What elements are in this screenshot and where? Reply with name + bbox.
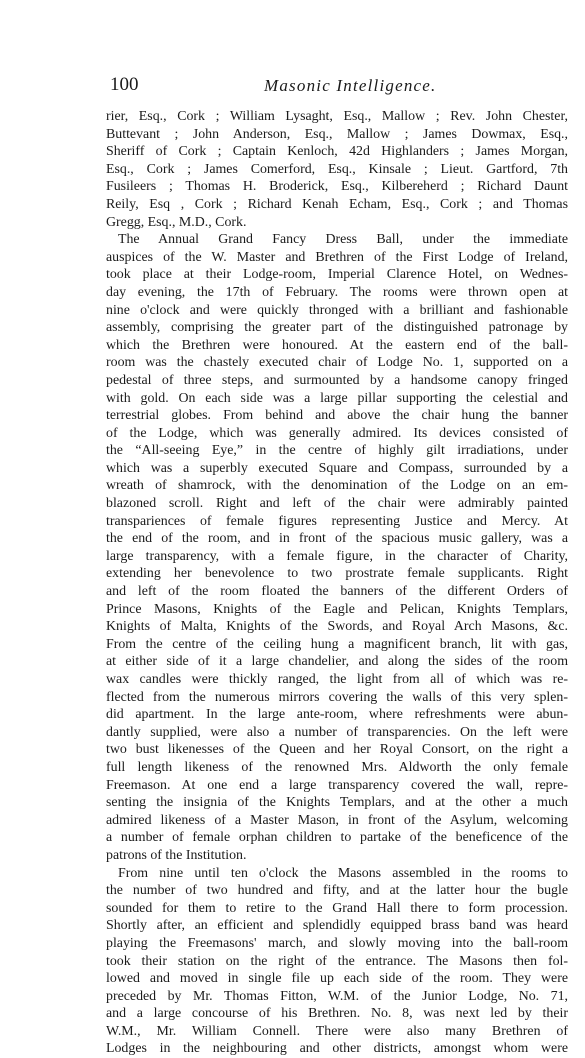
text-line: Prince Masons, Knights of the Eagle and Pelican, Knights Templars, xyxy=(106,601,568,617)
text-line: terrestrial globes. From behind and above the chair hung the banner xyxy=(106,408,568,424)
text-line: Shortly after, an efficient and splendidly equipped brass band was heard xyxy=(106,918,568,934)
text-line: playing the Freemasons' march, and slowly moving into the ball-room xyxy=(106,935,568,951)
text-line: preceded by Mr. Thomas Fitton, W.M. of the Junior Lodge, No. 71, xyxy=(106,988,568,1004)
text-line: at either side of it a large chandelier, and along the sides of the room xyxy=(106,654,568,670)
text-line: Fusileers ; Thomas H. Broderick, Esq., Kilbereherd ; Richard Daunt xyxy=(106,179,568,195)
text-line: W.M., Mr. William Connell. There were also many Brethren of xyxy=(106,1023,568,1039)
text-line: nine o'clock and were quickly thronged with a brilliant and fashionable xyxy=(106,302,568,318)
text-line: lowed and moved in single file up each side of the room. They were xyxy=(106,971,568,987)
text-line: patrons of the Institution. xyxy=(106,847,247,863)
text-line: day evening, the 17th of February. The rooms were thrown open at xyxy=(106,284,568,300)
text-line: wax candles were thickly ranged, the light from all of which was re- xyxy=(106,672,568,687)
text-line: Buttevant ; John Anderson, Esq., Mallow ; James Dowmax, Esq., xyxy=(106,126,568,142)
text-line: took their station on the right of the entrance. The Masons then fol- xyxy=(106,953,568,969)
text-line: the “All-seeing Eye,” in the centre of highly gilt irradiations, under xyxy=(106,443,568,459)
text-line: with gold. On each side was a large pillar supporting the celestial and xyxy=(106,390,568,406)
text-line: pedestal of three steps, and surmounted by a handsome canopy fringed xyxy=(106,372,568,388)
text-line: which was a superbly executed Square and Compass, surrounded by a xyxy=(106,460,568,476)
text-line: From the centre of the ceiling hung a magnificent branch, lit with gas, xyxy=(106,636,568,652)
text-line: The Annual Grand Fancy Dress Ball, under the immediate xyxy=(118,232,568,248)
text-line: wreath of shamrock, with the denomination of the Lodge on an em- xyxy=(106,478,568,494)
page-header xyxy=(106,74,568,104)
text-line: flected from the numerous mirrors covering the walls of this very splen- xyxy=(106,689,568,705)
text-line: Gregg, Esq., M.D., Cork. xyxy=(106,214,247,230)
text-line: the number of two hundred and fifty, and at the latter hour the bugle xyxy=(106,883,568,899)
running-head: Masonic Intelligence. xyxy=(264,76,437,95)
text-line: assembly, comprising the greater part of the distinguished patronage by xyxy=(106,320,568,336)
text-line: full length likeness of the renowned Mrs. Aldworth the only female xyxy=(106,759,568,775)
text-line: did apartment. In the large ante-room, where refreshments were abun- xyxy=(106,707,568,723)
text-line: transpariences of female figures representing Justice and Mercy. At xyxy=(106,513,568,529)
text-line: Lodges in the neighbouring and other districts, amongst whom were xyxy=(106,1041,568,1057)
text-line: Knights of Malta, Knights of the Swords, and Royal Arch Masons, &c. xyxy=(106,619,568,635)
text-line: a number of female orphan children to partake of the beneficence of the xyxy=(106,830,568,846)
text-line: took place at their Lodge-room, Imperial Clarence Hotel, on Wednes- xyxy=(106,267,568,283)
text-line: senting the insignia of the Knights Templars, and at the other a much xyxy=(106,795,568,811)
text-line: Freemason. At one end a large transparency covered the wall, repre- xyxy=(106,777,568,793)
text-line: which the Brethren were honoured. At the eastern end of the ball- xyxy=(106,337,568,353)
text-line: large transparency, with a female figure, in the character of Charity, xyxy=(106,548,568,564)
page-number: 100 xyxy=(110,74,139,95)
text-line: Esq., Cork ; James Comerford, Esq., Kinsale ; Lieut. Gartford, 7th xyxy=(106,161,568,177)
text-line: blazoned scroll. Right and left of the chair were admirably painted xyxy=(106,496,568,512)
body-text xyxy=(106,108,568,1058)
text-line: sounded for them to retire to the Grand Hall there to form procession. xyxy=(106,900,568,916)
text-line: From nine until ten o'clock the Masons assembled in the rooms to xyxy=(118,865,568,881)
text-line: and left of the room floated the banners of the different Orders of xyxy=(106,584,568,600)
text-line: Sheriff of Cork ; Captain Kenloch, 42d Highlanders ; James Morgan, xyxy=(106,144,568,160)
book-page xyxy=(106,74,568,1058)
text-line: extending her benevolence to two prostrate female supplicants. Right xyxy=(106,566,568,582)
text-line: room was the chastely executed chair of Lodge No. 1, supported on a xyxy=(106,355,568,371)
text-line: dantly supplied, were also a number of transparencies. On the left were xyxy=(106,724,568,740)
text-line: rier, Esq., Cork ; William Lysaght, Esq., Mallow ; Rev. John Chester, xyxy=(106,109,568,124)
text-line: Reily, Esq , Cork ; Richard Kenah Echam, Esq., Cork ; and Thomas xyxy=(106,196,568,212)
text-line: auspices of the W. Master and Brethren of the First Lodge of Ireland, xyxy=(106,249,568,265)
text-line: the end of the room, and in front of the spacious music gallery, was a xyxy=(106,531,568,547)
text-line: admired likeness of a Master Mason, in front of the Asylum, welcoming xyxy=(106,812,568,828)
text-line: and a large concourse of his Brethren. No. 8, was next led by their xyxy=(106,1006,568,1022)
text-line: two bust likenesses of the Queen and her Royal Consort, on the right a xyxy=(106,742,568,758)
text-line: of the Lodge, which was generally admired. Its devices consisted of xyxy=(106,425,568,441)
